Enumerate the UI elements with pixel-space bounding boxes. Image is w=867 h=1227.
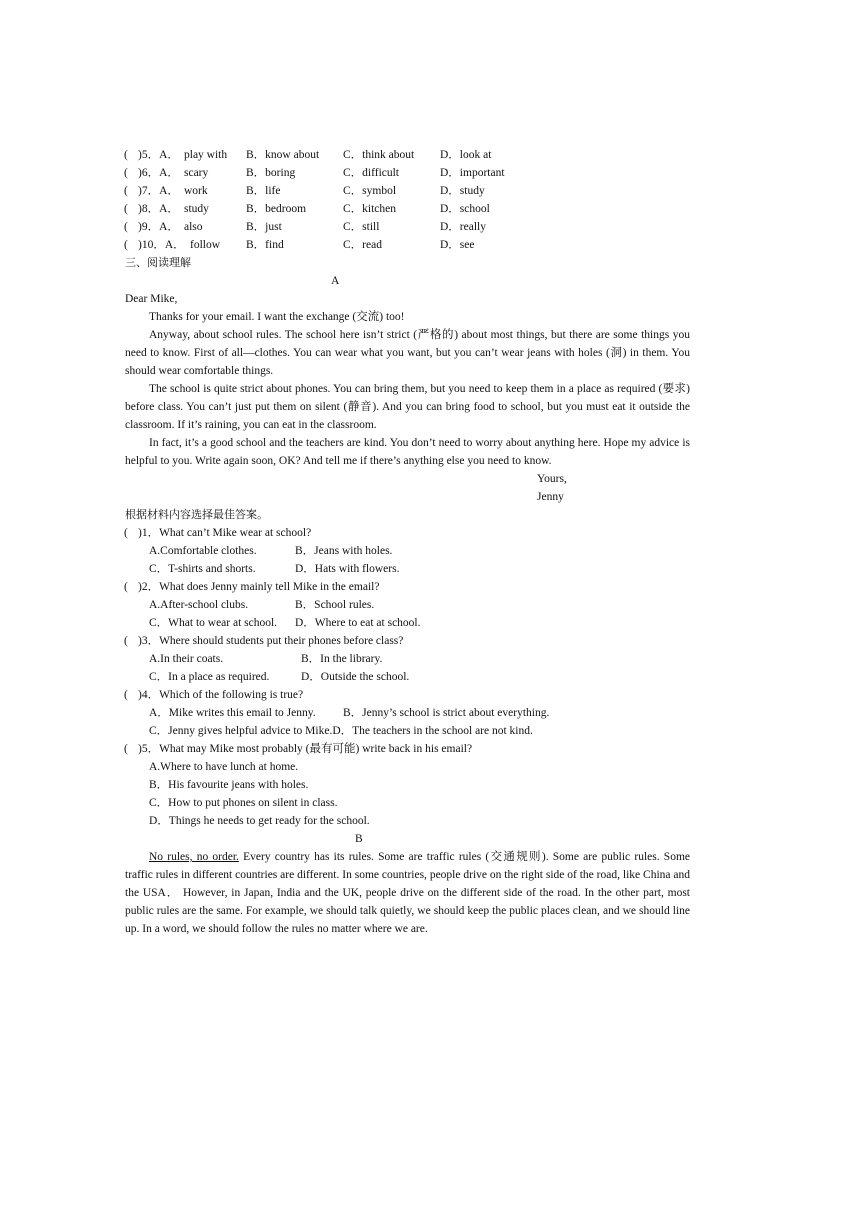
answer-bracket: ( [124,527,128,539]
paragraph-text: The school is quite strict about phones. You can bring them, but you need to keep them in a place as required (要求) before class. You can’t just put them on silent (静音). And you can bring food to school, but you must eat it outside the classroom. If it’s raining, you can eat in the classroom. [125,383,690,431]
option-b: B．life [246,185,281,197]
section-heading: 三、阅读理解 [125,256,191,269]
option-d: D．see [440,239,475,251]
paragraph-text: Every country has its rules. Some are traffic rules (交通规则). Some are public rules. Some traffic rules in different countries are different. In some countries, people drive on the right side of the road, like China and the USA． However, in Japan, India and the UK, people drive on the different side of the road. In the other part, most public rules are the same. For example, we should talk quietly, we should keep the public places clean, and we should line up. In a word, we should follow the rules no matter where we are. [125,851,690,935]
option-a: scary [184,167,209,179]
option-b: B．Jeans with holes. [295,545,393,557]
option-a: A．Mike writes this email to Jenny. [149,707,316,719]
option-d: D．study [440,185,485,197]
letter-paragraph [125,380,690,434]
question-text: )4．Which of the following is true? [138,689,304,701]
option-c: C．kitchen [343,203,397,215]
paragraph-text: Anyway, about school rules. The school here isn’t strict (严格的) about most things, but there are some things you need to know. First of all—clothes. You can wear what you want, but you can’t wear jeans with holes (洞) in them. You should wear comfortable things. [125,329,690,377]
question-number: )9．A． [138,221,179,233]
option-d: D．really [440,221,486,233]
answer-bracket: ( [124,689,128,701]
option-d: D．Hats with flowers. [295,563,400,575]
letter-paragraph [125,308,690,326]
option-d: D．look at [440,149,492,161]
option-c: C．In a place as required. [149,671,270,683]
question-number: )5．A． [138,149,179,161]
option-c: C．still [343,221,380,233]
option-c: C．How to put phones on silent in class. [149,797,338,809]
question-text: )3．Where should students put their phones before class? [138,635,404,647]
option-b: B．Jenny’s school is strict about everything. [343,707,550,719]
question-number: )6．A． [138,167,179,179]
answer-bracket: ( [124,149,128,161]
question-number: )8．A． [138,203,179,215]
question-text: )5．What may Mike most probably (最有可能) write back in his email? [138,743,473,755]
answer-bracket: ( [124,203,128,215]
instruction: 根据材料内容选择最佳答案。 [125,508,268,521]
answer-bracket: ( [124,185,128,197]
option-a: A.After-school clubs. [149,599,249,611]
option-c-d: C．Jenny gives helpful advice to Mike.D．The teachers in the school are not kind. [149,725,533,737]
answer-bracket: ( [124,167,128,179]
option-b: B．School rules. [295,599,375,611]
letter-closing: Yours, [537,473,567,485]
option-d: D．Things he needs to get ready for the school. [149,815,370,827]
option-c: C．difficult [343,167,400,179]
passage-b-paragraph [125,848,690,938]
question-number: )10．A． [138,239,185,251]
letter-paragraph [125,326,690,380]
letter-greeting: Dear Mike, [125,293,178,305]
option-c: C．What to wear at school. [149,617,278,629]
answer-bracket: ( [124,743,128,755]
question-text: )2．What does Jenny mainly tell Mike in the email? [138,581,380,593]
paragraph-text: In fact, it’s a good school and the teachers are kind. You don’t need to worry about anything here. Hope my advice is helpful to you. Write again soon, OK? And tell me if there’s anything else you need to know. [125,437,690,467]
option-d: D．Outside the school. [301,671,410,683]
passage-title: No rules, no order. [149,851,239,863]
option-d: D．Where to eat at school. [295,617,421,629]
passage-b-label: B [355,833,363,845]
option-d: D．important [440,167,505,179]
option-c: C．T-shirts and shorts. [149,563,256,575]
option-b: B．In the library. [301,653,383,665]
option-a: also [184,221,203,233]
answer-bracket: ( [124,635,128,647]
answer-bracket: ( [124,239,128,251]
option-a: follow [190,239,221,251]
option-a: A.Comfortable clothes. [149,545,257,557]
option-a: study [184,203,209,215]
option-b: B．boring [246,167,296,179]
option-d: D．school [440,203,490,215]
question-number: )7．A． [138,185,179,197]
answer-bracket: ( [124,581,128,593]
option-c: C．read [343,239,382,251]
option-b: B．His favourite jeans with holes. [149,779,309,791]
option-b: B．bedroom [246,203,307,215]
option-b: B．just [246,221,282,233]
option-a: A.In their coats. [149,653,224,665]
option-a: play with [184,149,228,161]
option-b: B．know about [246,149,320,161]
option-c: C．think about [343,149,415,161]
answer-bracket: ( [124,221,128,233]
option-a: A.Where to have lunch at home. [149,761,299,773]
option-c: C．symbol [343,185,397,197]
letter-paragraph [125,434,690,470]
letter-signature: Jenny [537,491,564,503]
passage-a-label: A [331,275,340,287]
option-b: B．find [246,239,284,251]
paragraph-text: Thanks for your email. I want the exchange (交流) too! [149,311,405,323]
question-text: )1．What can’t Mike wear at school? [138,527,312,539]
option-a: work [184,185,208,197]
